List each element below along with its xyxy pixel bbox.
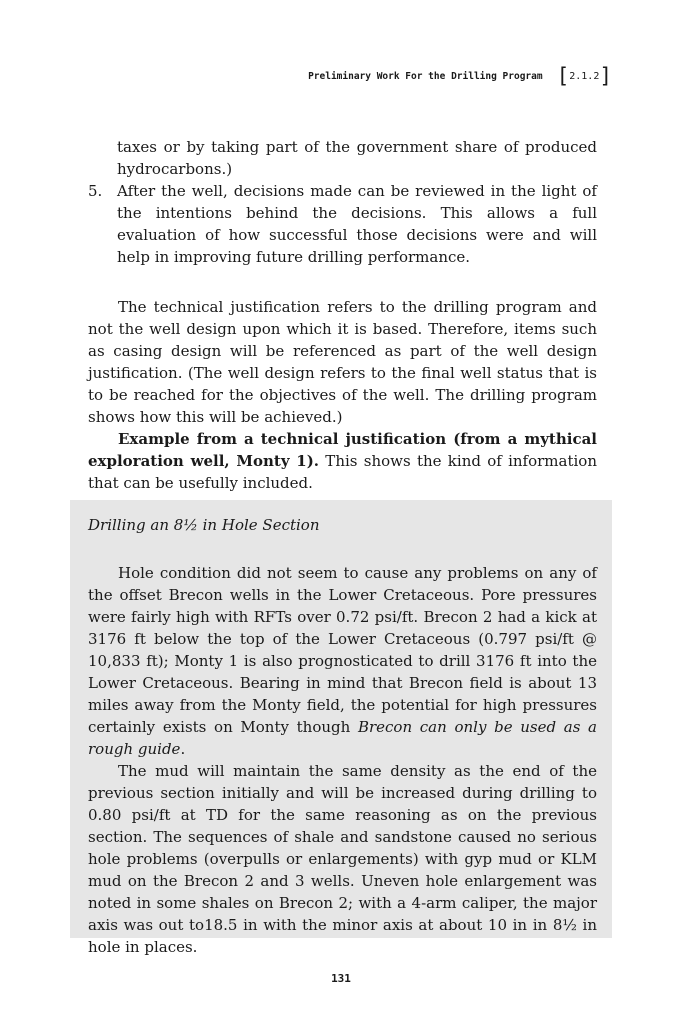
example-rest: This shows the kind of information that can be usefully included. [88,452,597,492]
section-bracket-open: [ [556,64,570,88]
main-text [88,136,597,494]
box-text [88,562,597,958]
box-heading: Drilling an 8½ in Hole Section [88,516,320,534]
box-paragraph-1-italic: Brecon can only be used as a rough guide [88,718,598,758]
list-continuation: taxes or by taking part of the government share of produced hydrocarbons.) [117,138,597,178]
page-number: 131 [331,972,351,985]
list-item-text: After the well, decisions made can be reviewed in the light of the intentions behind the decisions. This allows a full evaluation of how successful those decisions were and will help in improving future drilling performance. [117,182,597,266]
running-header [70,66,612,87]
section-number: 2.1.2 [569,71,600,82]
section-bracket-close: ] [599,64,612,88]
paragraph-example [88,428,597,494]
example-bold-lead: Example from a technical justification (from a mythical exploration well, Monty 1). [88,430,597,470]
example-box [70,500,612,956]
paragraph-technical-justification: The technical justification refers to the drilling program and not the well design upon which it is based. Therefore, items such as casing design will be referenced as part of the well design justification. (The well design refers to the final well status that is to be reached for the objectives of the well. The drilling program shows how this will be achieved.) [88,298,597,426]
box-paragraph-1 [88,562,597,760]
list-item-number: 5. [88,182,103,200]
box-paragraph-2: The mud will maintain the same density as the end of the previous section initially and will be increased during drilling to 0.80 psi/ft at TD for the same reasoning as on the previous section. The sequences of shale and sandstone caused no serious hole problems (overpulls or enlargements) with gyp mud or KLM mud on the Brecon 2 and 3 wells. Uneven hole enlargement was noted in some shales on Brecon 2; with a 4-arm caliper, the major axis was out to18.5 in with the minor axis at about 10 in in 8½ in hole in places. [88,762,597,956]
box-paragraph-1-end: . [180,740,186,758]
box-paragraph-1-text: Hole condition did not seem to cause any problems on any of the offset Brecon wells in the Lower Cretaceous. Pore pressures were fairly high with RFTs over 0.72 psi/ft. Brecon 2 had a kick at 3176 ft below the top of the Lower Cretaceous (0.797 psi/ft @ 10,833 ft); Monty 1 is also prognosticated to drill 3176 ft into the Lower Cretaceous. Bearing in mind that Brecon field is about 13 miles away from the Monty field, the potential for high pressures certainly exists on Monty though [88,564,597,736]
list-item-5 [88,180,597,268]
running-title: Preliminary Work For the Drilling Program [308,71,543,82]
